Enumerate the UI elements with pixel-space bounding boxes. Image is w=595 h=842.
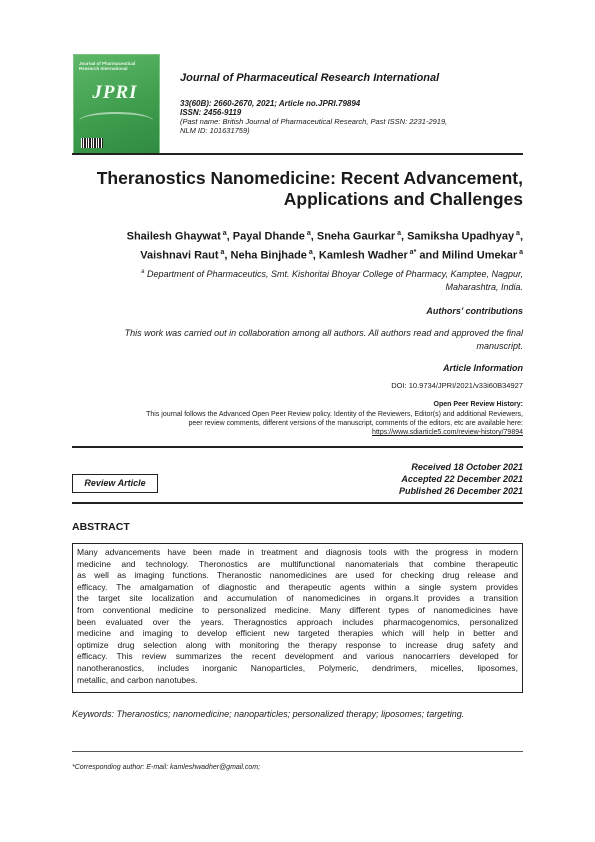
keywords: Keywords: Theranostics; nanomedicine; nanoparticles; personalized therapy; liposomes; targeting. [72,709,465,719]
author-affiliation-marker: a [218,248,225,256]
date-accepted: Accepted 22 December 2021 [401,474,523,484]
review-history-link[interactable]: https://www.sdiarticle5.com/review-history/79894 [372,429,523,436]
abstract-line: been evaluated over the years. Theragnostics approach includes pharmacogenomics, personalized [77,616,518,627]
cover-title: Journal of Pharmaceutical Research International [79,61,136,71]
abstract-line: efficacy. This review summarizes the recent development and various nanocarriers developed for [77,651,518,662]
author-name: Payal Dhande [232,230,305,243]
cover-logo: JPRI [92,82,138,103]
author-separator: , [226,230,233,243]
open-peer-review-heading: Open Peer Review History: [433,401,523,408]
abstract-box [72,543,523,693]
author-line-2 [72,245,523,264]
author-separator: , [400,230,408,243]
publication-dates [399,461,523,497]
journal-citation: 33(60B): 2660-2670, 2021; Article no.JPRI.79894 [180,99,361,108]
abstract-line: nanotheranostics, includes inorganic Nanoparticles, Polymeric, dendrimers, micelles, liposomes, [77,662,518,673]
author-affiliation-marker: a [306,248,313,256]
contributions-text [72,327,523,353]
doi: DOI: 10.9734/JPRI/2021/v33i60B34927 [391,381,523,390]
abstract-heading: ABSTRACT [72,521,130,533]
affiliation-marker: a [141,269,145,275]
abstract-line: efficacy. The amalgamation of diagnostic and therapeutic agents within a single system provides [77,581,518,592]
open-peer-review-line1: This journal follows the Advanced Open Peer Review policy. Identity of the Reviewers, Editor(s) and additional Reviewers, [146,411,523,418]
author-line-1 [72,226,523,245]
author-separator: and [416,249,442,262]
affiliation-line1: Department of Pharmaceutics, Smt. Kishoritai Bhoyar College of Pharmacy, Kamptee, Nagpur, [146,269,523,279]
review-type-badge: Review Article [72,474,158,493]
author-name: Neha Binjhade [230,249,307,262]
author-affiliation-marker: a* [407,248,417,256]
article-title-line1: Theranostics Nanomedicine: Recent Advancement, [96,168,523,188]
info-divider [72,446,523,448]
affiliation [72,266,523,294]
author-separator: , [312,249,319,262]
author-name: Vaishnavi Raut [140,249,219,262]
corresponding-author: *Corresponding author: E-mail: kamleshwadher@gmail.com; [72,764,261,771]
article-title [73,168,523,210]
journal-info [180,99,447,135]
footnote-divider [72,751,523,752]
header-divider [72,153,523,155]
contributions-line2: manuscript. [476,341,523,351]
abstract-line: optimize drug selection along with monitoring the therapy response to increase drug safety and [77,639,518,650]
author-affiliation-marker: a [517,248,523,256]
date-received: Received 18 October 2021 [411,462,523,472]
article-info-heading: Article Information [442,363,523,373]
journal-name: Journal of Pharmaceutical Research International [180,72,440,84]
abstract-line: Many advancements have been made in treatment and diagnosis tools with the progress in modern [77,547,518,557]
journal-cover-image [73,54,160,155]
contributions-heading: Authors’ contributions [426,306,523,316]
barcode-icon [81,138,103,148]
author-list [72,226,523,263]
author-separator: , [310,230,317,243]
date-published: Published 26 December 2021 [398,486,523,496]
cover-swoosh [79,112,153,130]
author-name: Samiksha Upadhyay [407,230,515,243]
author-affiliation-marker: a [304,230,311,237]
dates-divider [72,502,523,504]
affiliation-line2: Maharashtra, India. [445,282,523,292]
author-name: Sneha Gaurkar [316,230,396,243]
author-name: Milind Umekar [441,249,518,262]
journal-past-name-line2: NLM ID: 101631759) [180,126,250,135]
open-peer-review-text [72,410,523,437]
journal-issn: ISSN: 2456-9119 [180,108,242,117]
abstract-line: metallic, and carbon nanotubes. [77,674,198,685]
author-separator: , [519,230,523,243]
author-name: Shailesh Ghaywat [126,230,221,243]
author-affiliation-marker: a [220,230,227,237]
author-affiliation-marker: a [395,230,401,237]
abstract-line: medicine and imaging to develop efficient new targeted therapies which will help in better and [77,628,518,639]
abstract-line: from conventional medicine to personalized medicine. Many different types of nanomedicines have [77,604,518,615]
author-affiliation-marker: a [514,230,520,237]
abstract-line: medicine and technology. Theronostics are multifunctional nanomaterials that combine therapeutic [77,558,518,569]
abstract-line: as well as imaging functions. Theranostic nanomedicines are used for checking drug release and [77,570,518,581]
author-name: Kamlesh Wadher [318,249,408,262]
open-peer-review-line2: peer review comments, different versions of the manuscript, comments of the editors, etc are available here: [188,420,523,427]
author-separator: , [224,249,231,262]
contributions-line1: This work was carried out in collaboration among all authors. All authors read and approved the final [124,328,523,338]
article-title-line2: Applications and Challenges [283,189,523,209]
abstract-line: the target site localization and accumulation of nanomedicines in organs.It provides a transition [77,593,518,604]
journal-past-name-line1: (Past name: British Journal of Pharmaceutical Research, Past ISSN: 2231-2919, [180,117,448,126]
